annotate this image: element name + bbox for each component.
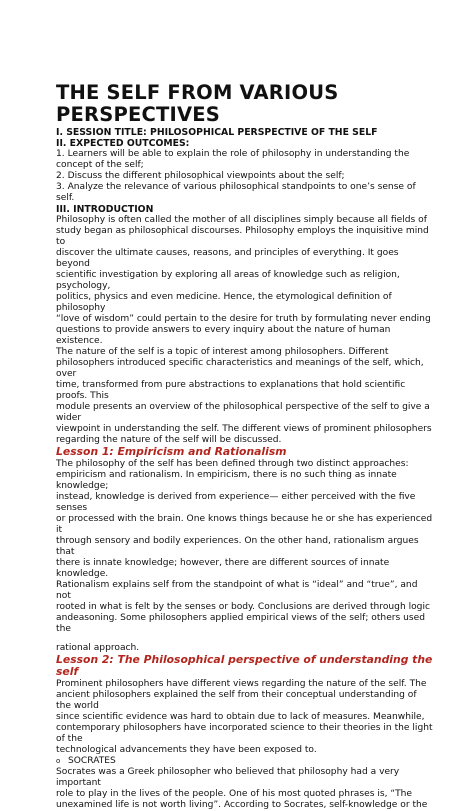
lesson-1-heading: Lesson 1: Empiricism and Rationalism	[56, 445, 287, 458]
intro-line: Philosophy is often called the mother of all disciplines simply because all fields of	[56, 215, 427, 225]
lesson-1-line: andeasoning. Some philosophers applied empirical views of the self; others used the	[56, 612, 426, 634]
lesson-1-line: rooted in what is felt by the senses or body. Conclusions are derived through logic	[56, 601, 430, 612]
socrates-line: role to play in the lives of the people. One of his most quoted phrases is, “The	[56, 788, 413, 799]
socrates-line: unexamined life is not worth living”. According to Socrates, self-knowledge or the	[56, 799, 428, 810]
lesson-1-line: there is innate knowledge; however, there are different sources of innate knowledge.	[56, 557, 390, 579]
lesson-1-tail: rational approach.	[56, 642, 140, 653]
lesson-1-line: through sensory and bodily experiences. On the other hand, rationalism argues that	[56, 535, 419, 557]
bullet-circle-icon: o	[56, 756, 61, 765]
intro-line: politics, physics and even medicine. Hence, the etymological definition of philosophy	[56, 292, 392, 313]
lesson-2-body	[56, 679, 434, 756]
lesson-1-line: or processed with the brain. One knows things because he or she has experienced it	[56, 513, 433, 535]
lesson-2-line: since scientific evidence was hard to obtain due to lack of measures. Meanwhile,	[56, 711, 425, 722]
outcome-line: self.	[56, 193, 75, 203]
outcome-line: 1. Learners will be able to explain the role of philosophy in understanding the	[56, 149, 410, 159]
lesson-1-body	[56, 459, 434, 654]
intro-line: regarding the nature of the self will be discussed.	[56, 435, 282, 445]
intro-line: discover the ultimate causes, reasons, and principles of everything. It goes beyond	[56, 248, 399, 269]
title-line-2: PERSPECTIVES	[56, 102, 221, 126]
intro-line: viewpoint in understanding the self. The different views of prominent philosophers	[56, 424, 432, 434]
intro-line: The nature of the self is a topic of interest among philosophers. Different	[56, 347, 389, 357]
lesson-2-line: technological advancements they have been exposed to.	[56, 744, 317, 755]
session-title: I. SESSION TITLE: PHILOSOPHICAL PERSPECTIVE OF THE SELF	[56, 127, 378, 138]
intro-line: scientific investigation by exploring all areas of knowledge such as religion, psychology,	[56, 270, 400, 291]
lesson-1-line: empiricism and rationalism. In empiricism, there is no such thing as innate knowledge;	[56, 469, 397, 491]
intro-line: time, transformed from pure abstractions to explanations that hold scientific proofs. This	[56, 380, 406, 401]
lesson-2-line: contemporary philosophers have incorporated science to their theories in the light of the	[56, 722, 433, 744]
expected-outcomes-heading: II. EXPECTED OUTCOMES:	[56, 138, 190, 149]
bullet-label: SOCRATES	[68, 755, 116, 766]
socrates-line: Socrates was a Greek philosopher who believed that philosophy had a very important	[56, 766, 400, 788]
lesson-1-line: Rationalism explains self from the standpoint of what is “ideal” and “true”, and not	[56, 579, 418, 601]
title-line-1: THE SELF FROM VARIOUS	[56, 81, 339, 104]
lesson-2-line: Prominent philosophers have different views regarding the nature of the self. The	[56, 678, 427, 689]
lesson-2-line: ancient philosophers explained the self from their conceptual understanding of the world	[56, 689, 417, 711]
intro-line: study began as philosophical discourses. Philosophy employs the inquisitive mind to	[56, 226, 429, 247]
bullet-item-socrates	[56, 756, 434, 767]
lesson-2-heading: Lesson 2: The Philosophical perspective of understanding the self	[56, 652, 433, 678]
socrates-body	[56, 767, 434, 811]
intro-line: philosophers introduced specific characteristics and meanings of the self, which, over	[56, 358, 424, 379]
outcome-line: concept of the self;	[56, 160, 144, 170]
introduction-body	[56, 215, 434, 446]
document-title	[56, 82, 434, 125]
intro-line: questions to provide answers to every inquiry about the nature of human existence.	[56, 325, 391, 346]
intro-line: “love of wisdom” could pertain to the desire for truth by formulating never ending	[56, 314, 431, 324]
outcome-line: 3. Analyze the relevance of various philosophical standpoints to one’s sense of	[56, 182, 416, 192]
introduction-heading: III. INTRODUCTION	[56, 204, 154, 215]
outcome-line: 2. Discuss the different philosophical viewpoints about the self;	[56, 171, 345, 181]
paragraph-gap	[56, 635, 434, 643]
outcomes-list	[56, 149, 434, 204]
lesson-1-line: The philosophy of the self has been defined through two distinct approaches:	[56, 458, 409, 469]
lesson-1-line: instead, knowledge is derived from experience— either perceived with the five senses	[56, 491, 416, 513]
intro-line: module presents an overview of the philosophical perspective of the self to give a wider	[56, 402, 430, 423]
